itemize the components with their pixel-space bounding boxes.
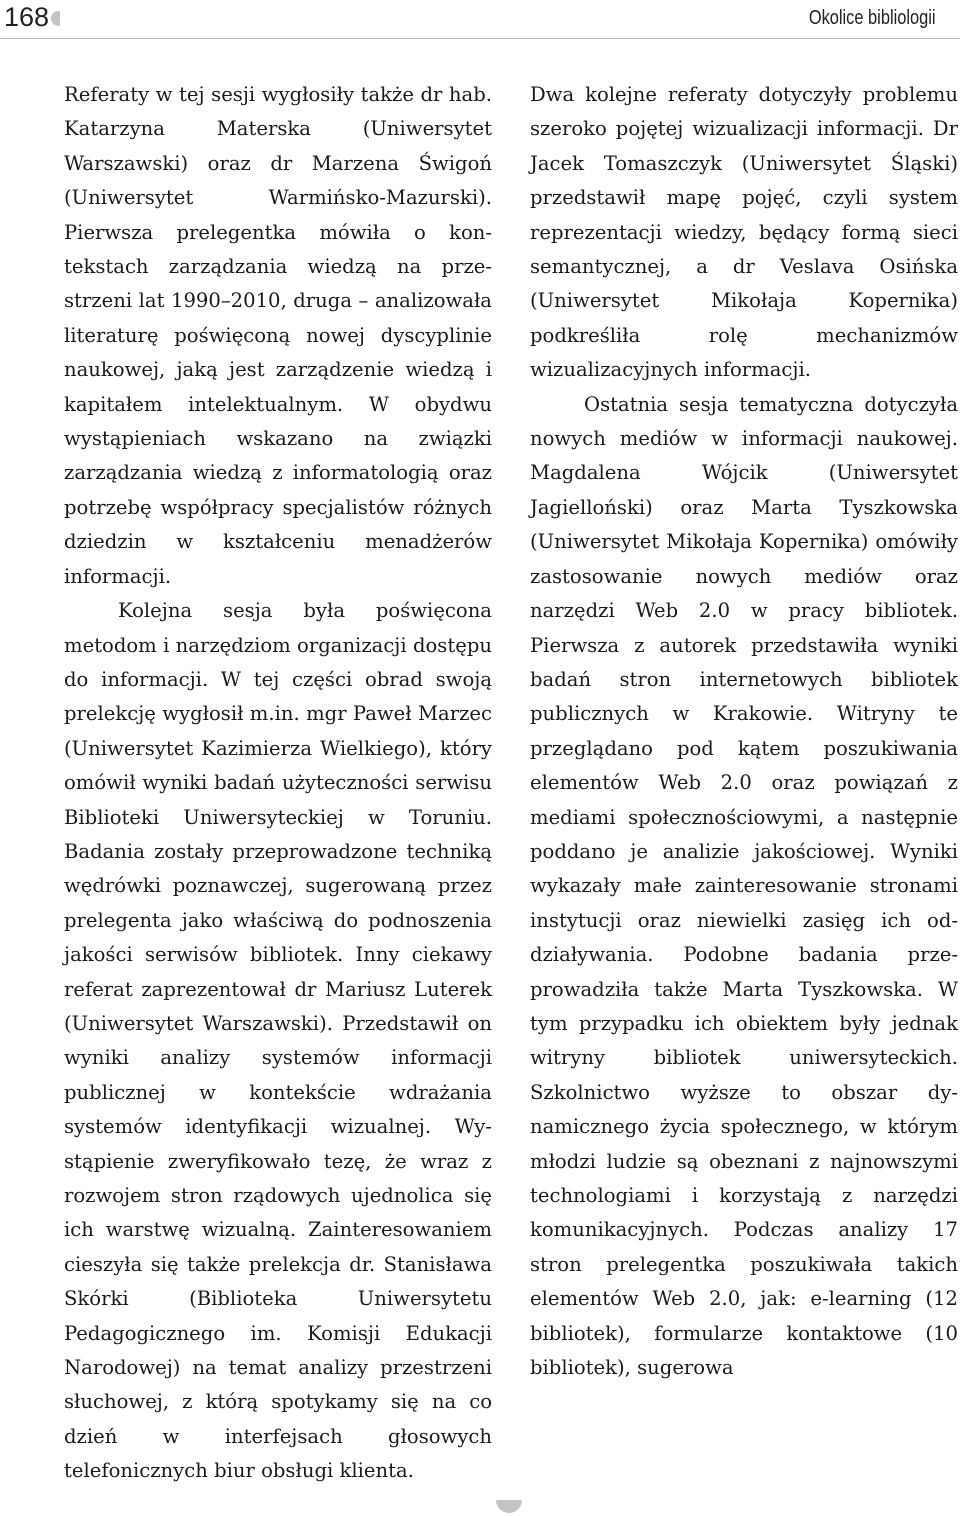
paragraph: Referaty w tej sesji wygłosiły także dr hab. Katarzyna Materska (Uniwersytet Warszawski) oraz dr Marzena Świgoń (Uniwersytet Warmińsko-Mazurski). Pierwsza prelegentka mówiła o kontekstach zarządzania wiedzą na przestrzeni lat 1990–2010, druga – analizowała literaturę poświęconą nowej dyscyplinie naukowej, jaką jest zarządzenie wiedzą i kapitałem intelektualnym. W obydwu wystąpieniach wskazano na związki zarządzania wiedzą z informatologią oraz potrzebę współpracy specjalistów różnych dziedzin w kształceniu menadżerów informacji. xyxy=(64,83,492,588)
page-header xyxy=(0,0,960,39)
paragraph: Dwa kolejne referaty dotyczyły problemu szeroko pojętej wizualizacji informacji. Dr Jacek Tomaszczyk (Uniwersytet Śląski) przedstawił mapę pojęć, czyli system reprezentacji wiedzy, będący formą sieci semantycznej, a dr Veslava Osińska (Uniwersytet Mikołaja Kopernika) podkreśliła rolę mechanizmów wizualizacyjnych informacji. xyxy=(530,83,958,382)
page-number: 168 xyxy=(4,2,50,32)
paragraph: Kolejna sesja była poświęcona metodom i narzędziom organizacji dostępu do informacji. W tej części obrad swoją prelekcję wygłosił m.in. mgr Paweł Marzec (Uniwersytet Kazimierza Wielkiego), który omówił wyniki badań użyteczności serwisu Biblioteki Uniwersyteckiej w Toruniu. Badania zostały przeprowadzone techniką wędrówki poznawczej, sugerowaną przez prelegenta jako właściwą do podnoszenia jakości serwisów bibliotek. Inny ciekawy referat zaprezentował dr Mariusz Luterek (Uniwersytet Warszawski). Przedstawił on wyniki analizy systemów informacji publicznej w kontekście wdrażania systemów identyfikacji wizualnej. Wystąpienie zweryfikowało tezę, że wraz z rozwojem stron rządowych ujednolica się ich warstwę wizualną. Zainteresowaniem cieszyła się także prelekcja dr. Stanisława Skórki (Biblioteka Uniwersytetu Pedagogicznego im. Komisji Edukacji Narodowej) na temat analizy przestrzeni słuchowej, z którą spotykamy się na co dzień w interfejsach głosowych telefonicznych biur obsługi klienta. xyxy=(64,599,492,1483)
bottom-ornament-icon xyxy=(496,1500,522,1513)
half-circle-ornament-icon xyxy=(51,11,60,26)
running-title: Okolice bibliologii xyxy=(809,7,936,29)
left-text-column xyxy=(64,78,492,1489)
paragraph: Ostatnia sesja tematyczna dotyczyła nowych mediów w informacji naukowej. Magdalena Wójcik (Uniwersytet Jagielloński) oraz Marta Tyszkowska (Uniwersytet Mikołaja Kopernika) omówiły zastosowanie nowych mediów oraz narzędzi Web 2.0 w pracy bibliotek. Pierwsza z autorek przedstawiła wyniki badań stron internetowych bibliotek publicznych w Krakowie. Witryny te przeglądano pod kątem poszukiwania elementów Web 2.0 oraz powiązań z mediami społecznościowymi, a następnie poddano je analizie jakościowej. Wyniki wykazały małe zainteresowanie stronami instytucji oraz niewielki zasięg ich oddziaływania. Podobne badania przeprowadziła także Marta Tyszkowska. W tym przypadku ich obiektem były jednak witryny bibliotek uniwersyteckich. Szkolnictwo wyższe to obszar dynamicznego życia społecznego, w którym młodzi ludzie są obeznani z najnowszymi technologiami i korzystają z narzędzi komunikacyjnych. Podczas analizy 17 stron prelegentka poszukiwała takich elementów Web 2.0, jak: e-learning (12 bibliotek), formularze kontaktowe (10 bibliotek), sugerowa xyxy=(530,392,958,1380)
right-text-column xyxy=(530,78,958,1385)
